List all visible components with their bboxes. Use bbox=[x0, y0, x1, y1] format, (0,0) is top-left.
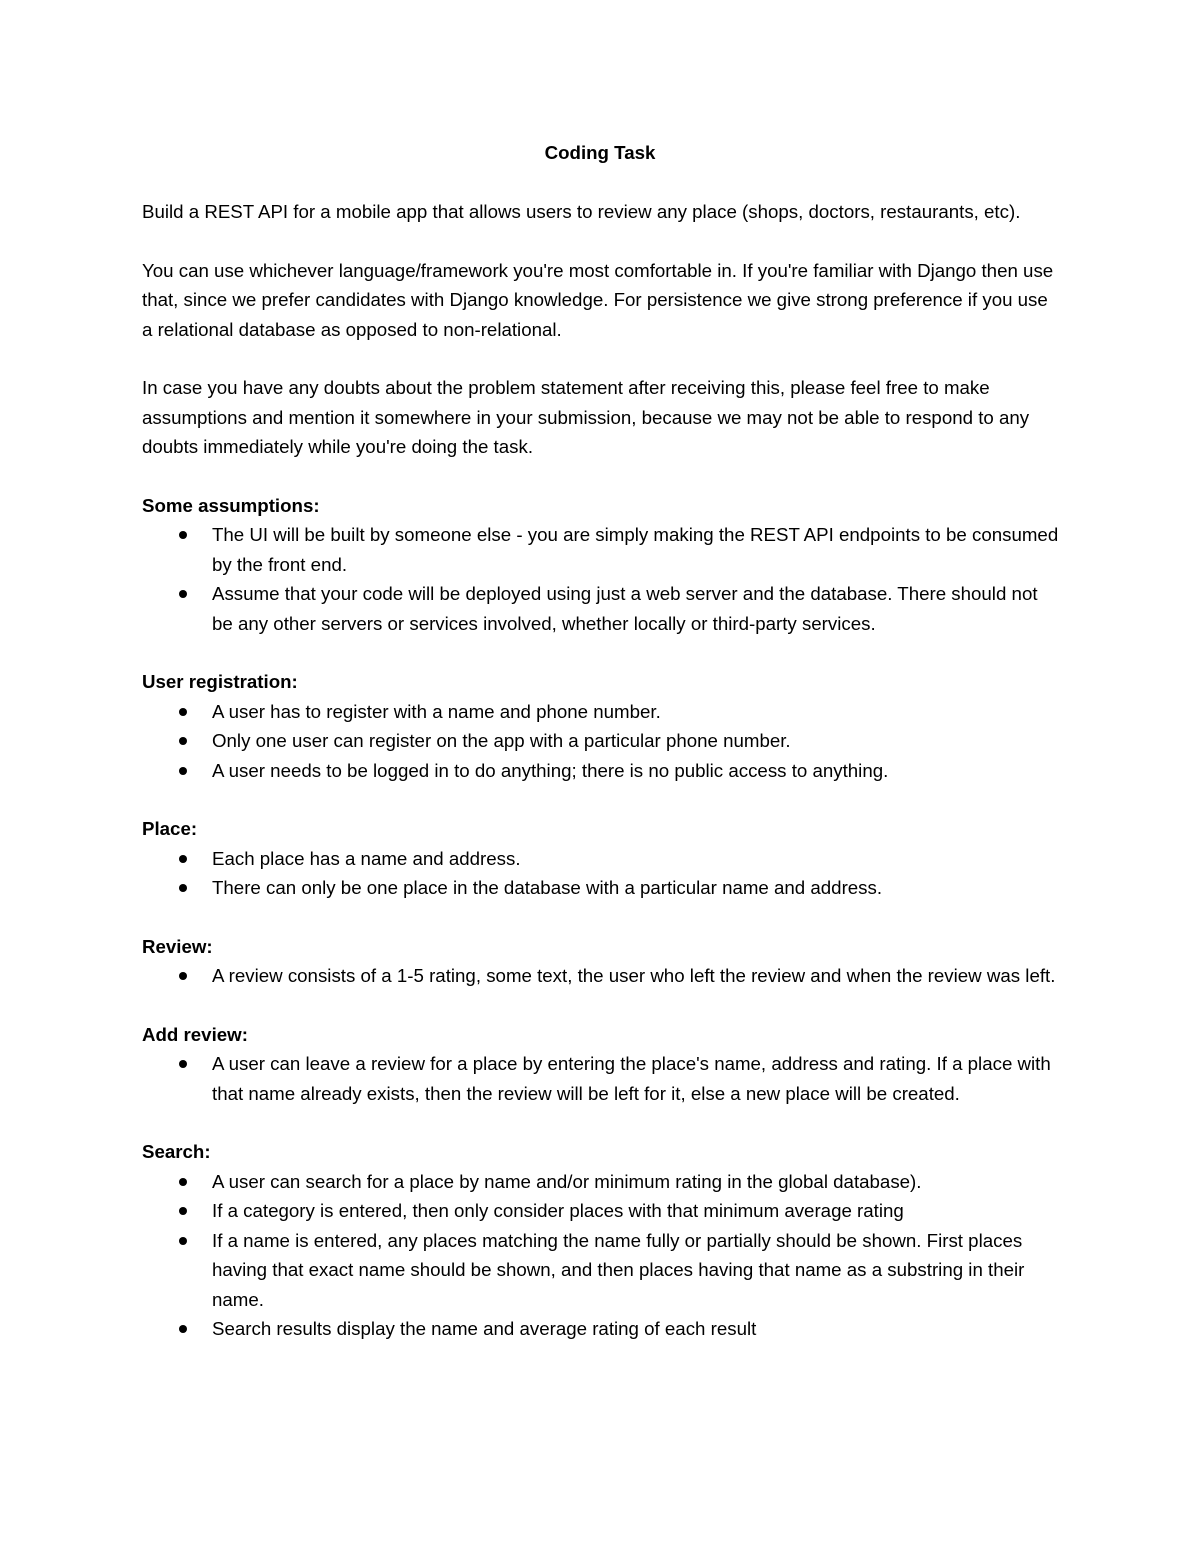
bullet-list bbox=[142, 844, 1062, 903]
list-item bbox=[142, 726, 1062, 756]
list-item bbox=[142, 1049, 1062, 1108]
bullet-list bbox=[142, 961, 1062, 991]
list-item-text: A review consists of a 1-5 rating, some text, the user who left the review and when the review was left. bbox=[212, 965, 1056, 986]
bullet-icon bbox=[179, 1060, 187, 1068]
list-item bbox=[142, 579, 1062, 638]
bullet-icon bbox=[179, 737, 187, 745]
bullet-icon bbox=[179, 1178, 187, 1186]
bullet-icon bbox=[179, 1237, 187, 1245]
intro-paragraph: Build a REST API for a mobile app that allows users to review any place (shops, doctors, restaurants, etc). bbox=[142, 201, 1021, 222]
list-item bbox=[142, 520, 1062, 579]
list-item-text: There can only be one place in the database with a particular name and address. bbox=[212, 877, 883, 898]
list-item bbox=[142, 1314, 1062, 1344]
list-item-text: A user can search for a place by name and/or minimum rating in the global database). bbox=[212, 1170, 922, 1192]
section-review bbox=[142, 932, 1062, 991]
section-place bbox=[142, 814, 1062, 903]
list-item bbox=[142, 697, 1062, 727]
document-content bbox=[142, 138, 1062, 1373]
list-item-text: Search results display the name and average rating of each result bbox=[212, 1318, 757, 1339]
list-item-text: The UI will be built by someone else - you are simply making the REST API endpoints to be consumed by the front end. bbox=[212, 524, 1059, 575]
bullet-list bbox=[142, 1049, 1062, 1108]
section-heading: Review: bbox=[142, 935, 213, 957]
bullet-icon bbox=[179, 767, 187, 775]
section-heading: Place: bbox=[142, 818, 198, 839]
list-item bbox=[142, 844, 1062, 874]
section-search bbox=[142, 1137, 1062, 1344]
list-item bbox=[142, 756, 1062, 786]
section-heading: User registration: bbox=[142, 671, 298, 692]
bullet-icon bbox=[179, 1325, 187, 1333]
list-item bbox=[142, 873, 1062, 903]
section-heading: Add review: bbox=[142, 1023, 248, 1045]
list-item bbox=[142, 961, 1062, 991]
list-item bbox=[142, 1226, 1062, 1315]
section-assumptions bbox=[142, 491, 1062, 639]
framework-paragraph: You can use whichever language/framework you're most comfortable in. If you're familiar with Django then use that, since we prefer candidates with Django knowledge. For persistence we give strong preference if you use a relational database as opposed to non-relational. bbox=[142, 259, 1054, 340]
bullet-list bbox=[142, 697, 1062, 786]
bullet-icon bbox=[179, 708, 187, 716]
section-user-registration bbox=[142, 667, 1062, 785]
list-item-text: Each place has a name and address. bbox=[212, 847, 521, 869]
list-item-text: If a name is entered, any places matching the name fully or partially should be shown. First places having that exact name should be shown, and then places having that name as a substring in their name. bbox=[212, 1229, 1025, 1310]
section-heading: Search: bbox=[142, 1141, 211, 1162]
bullet-list bbox=[142, 1167, 1062, 1344]
bullet-icon bbox=[179, 855, 187, 863]
doubts-paragraph: In case you have any doubts about the problem statement after receiving this, please feel free to make assumptions and mention it somewhere in your submission, because we may not be able to respond to any doubts immediately while you're doing the task. bbox=[142, 377, 1030, 457]
list-item-text: A user has to register with a name and phone number. bbox=[212, 700, 661, 722]
list-item-text: A user can leave a review for a place by entering the place's name, address and rating. If a place with that name already exists, then the review will be left for it, else a new place will be created. bbox=[212, 1053, 1051, 1104]
bullet-icon bbox=[179, 884, 187, 892]
list-item-text: If a category is entered, then only consider places with that minimum average rating bbox=[212, 1200, 904, 1221]
bullet-icon bbox=[179, 531, 187, 539]
bullet-icon bbox=[179, 972, 187, 980]
list-item-text: Assume that your code will be deployed using just a web server and the database. There should not be any other servers or services involved, whether locally or third-party services. bbox=[212, 583, 1038, 634]
section-add-review bbox=[142, 1020, 1062, 1109]
bullet-list bbox=[142, 520, 1062, 638]
list-item-text: Only one user can register on the app with a particular phone number. bbox=[212, 730, 791, 751]
list-item bbox=[142, 1196, 1062, 1226]
list-item-text: A user needs to be logged in to do anything; there is no public access to anything. bbox=[212, 759, 889, 781]
document-title: Coding Task bbox=[544, 142, 656, 163]
list-item bbox=[142, 1167, 1062, 1197]
bullet-icon bbox=[179, 590, 187, 598]
bullet-icon bbox=[179, 1207, 187, 1215]
section-heading: Some assumptions: bbox=[142, 494, 320, 516]
